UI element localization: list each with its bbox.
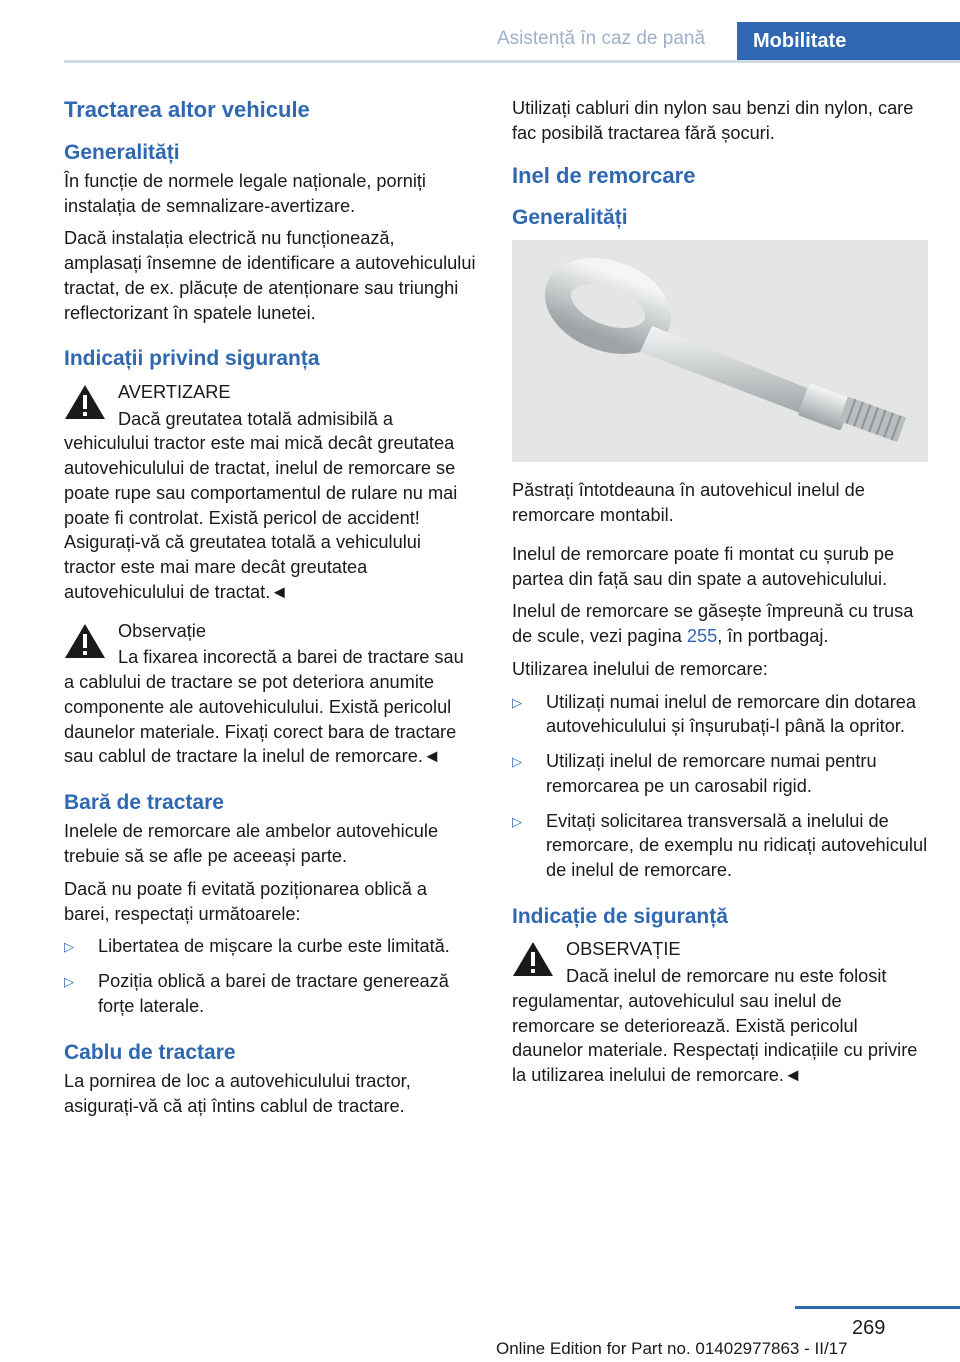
bar-paragraph-2: Dacă nu poate fi evitată poziționarea oblică a barei, respectați următoarele: bbox=[64, 878, 427, 924]
warning-3-label: OBSERVAȚIE bbox=[566, 939, 681, 960]
warning-1-label: AVERTIZARE bbox=[118, 381, 231, 402]
header-section-title: Asistență în caz de pană bbox=[496, 28, 706, 49]
general-paragraph-1: În funcție de normele legale naționale, porniți instalația de semnalizare-avertizare. bbox=[64, 170, 426, 216]
ring-paragraph-4: Utilizarea inelului de remorcare: bbox=[512, 658, 768, 679]
tow-ring-image bbox=[512, 240, 928, 462]
general-heading: Generalități bbox=[64, 140, 180, 164]
warning-2-label: Observație bbox=[118, 620, 206, 641]
warning-block-2 bbox=[64, 619, 476, 770]
warning-2-text: La fixarea incorectă a barei de tractare sau a cablului de tractare se pot deteriora anumite componente ale autovehiculului. Există pericolul daunelor materiale. Fixați corect bara de tractare sau cablul de tractare la inelul de remorcare.◄ bbox=[64, 647, 464, 767]
ring-safety-heading: Indicație de siguranță bbox=[512, 904, 728, 928]
list-item: ▷ Utilizați inelul de remorcare numai pentru remorcarea pe un carosabil rigid. bbox=[512, 749, 928, 799]
cable-paragraph-1: La pornirea de loc a autovehiculului tractor, asigurați-vă că ați întins cablul de tractare. bbox=[64, 1070, 411, 1116]
safety-heading: Indicații privind siguranța bbox=[64, 347, 320, 371]
warning-block-1 bbox=[64, 380, 476, 605]
right-column bbox=[512, 96, 928, 1096]
bullet-triangle-icon: ▷ bbox=[512, 813, 522, 829]
left-column bbox=[64, 96, 476, 1126]
bar-heading: Bară de tractare bbox=[64, 791, 224, 815]
ring-paragraph-1: Păstrați întotdeauna în autovehicul inelul de remorcare montabil. bbox=[512, 480, 865, 526]
edition-note: Online Edition for Part no. 01402977863 - II/17 bbox=[496, 1339, 848, 1358]
cable-heading: Cablu de tractare bbox=[64, 1040, 236, 1064]
warning-block-3 bbox=[512, 937, 928, 1088]
list-item: ▷ Utilizați numai inelul de remorcare din dotarea autovehiculului și înșurubați-l până la opritor. bbox=[512, 690, 928, 740]
list-item: ▷ Libertatea de mișcare la curbe este limitată. bbox=[64, 934, 476, 959]
warning-triangle-icon bbox=[512, 941, 554, 977]
warning-1-text: Dacă greutatea totală admisibilă a vehiculului tractor este mai mică decât greutatea autovehiculului de tractat, inelul de remorcare se poate rupe sau comportamentul de rulare nu mai poate fi controlat. Există pericol de accident! Asigurați-vă că greutatea totală a vehiculului tractor este mai mare decât greutatea autovehiculului de tractat.◄ bbox=[64, 408, 458, 602]
page-link[interactable]: 255 bbox=[686, 626, 718, 647]
general-paragraph-2: Dacă instalația electrică nu funcționează, amplasați însemne de identificare a autovehiculului tractat, de ex. plăcuțe de atenționare sau triunghi reflectorizant în spatele lunetei. bbox=[64, 228, 476, 323]
ring-title: Inel de remorcare bbox=[512, 162, 696, 188]
ring-paragraph-3: Inelul de remorcare se găsește împreună cu trusa de scule, vezi pagina 255, în portbagaj. bbox=[512, 601, 914, 647]
ring-general-heading: Generalități bbox=[512, 206, 628, 230]
list-item: ▷ Evitați solicitarea transversală a inelului de remorcare, de exemplu nu ridicați autovehiculul de inelul de remorcare. bbox=[512, 809, 928, 883]
bullet-triangle-icon: ▷ bbox=[512, 754, 522, 770]
list-item: ▷ Poziția oblică a barei de tractare generează forțe laterale. bbox=[64, 969, 476, 1019]
tow-ring-illustration bbox=[512, 240, 928, 462]
footer-divider bbox=[795, 1306, 960, 1309]
header-divider bbox=[64, 60, 960, 63]
ring-paragraph-2: Inelul de remorcare poate fi montat cu șurub pe partea din față sau din spate a autovehiculului. bbox=[512, 543, 895, 589]
bullet-triangle-icon: ▷ bbox=[64, 939, 74, 955]
warning-triangle-icon bbox=[64, 384, 106, 420]
header-chapter-label: Mobilitate bbox=[753, 30, 847, 52]
warning-triangle-icon bbox=[64, 623, 106, 659]
page-number: 269 bbox=[852, 1317, 886, 1339]
bullet-triangle-icon: ▷ bbox=[64, 974, 74, 990]
bullet-triangle-icon: ▷ bbox=[512, 694, 522, 710]
bar-paragraph-1: Inelele de remorcare ale ambelor autovehicule trebuie să se afle pe aceeași parte. bbox=[64, 821, 439, 867]
cable-paragraph-2: Utilizați cabluri din nylon sau benzi din nylon, care fac posibilă tractarea fără șocuri. bbox=[512, 98, 914, 143]
page-title: Tractarea altor vehicule bbox=[64, 97, 310, 122]
warning-3-text: Dacă inelul de remorcare nu este folosit regulamentar, autovehiculul sau inelul de remorcare se deteriorează. Există pericolul daunelor materiale. Respectați indicațiile cu privire la utilizarea inelului de remorcare.◄ bbox=[512, 966, 918, 1086]
header-chapter-tab bbox=[737, 22, 960, 63]
